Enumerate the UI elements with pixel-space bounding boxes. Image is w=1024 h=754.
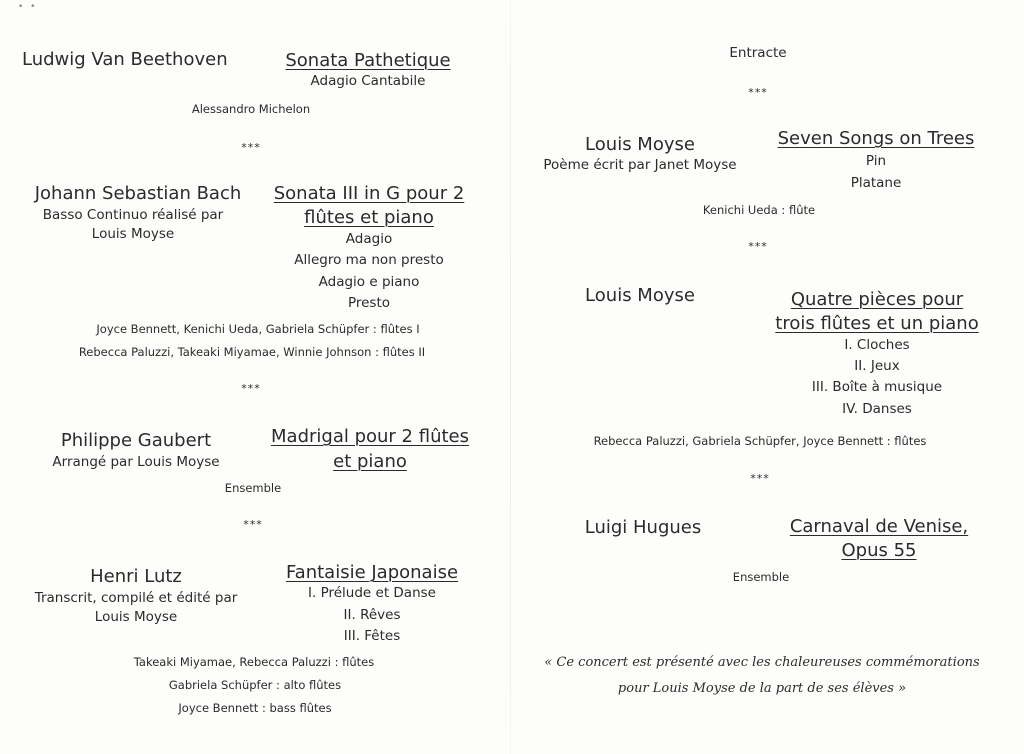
separator: ***: [748, 86, 768, 99]
movement: Presto: [347, 295, 391, 311]
composer-name: Ludwig Van Beethoven: [22, 49, 228, 70]
composer-note: Arrangé par Louis Moyse: [52, 454, 220, 470]
movement: III. Boîte à musique: [811, 379, 943, 395]
performers: Ensemble: [732, 570, 790, 584]
separator: ***: [241, 382, 261, 395]
piece-title: flûtes et piano: [304, 207, 434, 228]
piece-title: et piano: [333, 451, 407, 472]
separator: ***: [750, 472, 770, 485]
separator: ***: [748, 240, 768, 253]
piece-title: Opus 55: [841, 540, 917, 561]
movement: Pin: [865, 153, 887, 169]
movement: IV. Danses: [842, 401, 912, 417]
separator: ***: [241, 141, 261, 154]
piece-title: Quatre pièces pour: [790, 289, 964, 310]
performers: Gabriela Schüpfer : alto flûtes: [168, 678, 342, 692]
piece-title: Seven Songs on Trees: [777, 128, 975, 149]
composer-name: Louis Moyse: [585, 285, 695, 306]
movement: III. Fêtes: [343, 628, 401, 644]
separator: ***: [243, 518, 263, 531]
page-fold: [510, 0, 511, 754]
dedication-line: pour Louis Moyse de la part de ses élèves »: [617, 681, 907, 696]
composer-note: Poème écrit par Janet Moyse: [543, 157, 737, 173]
composer-name: Philippe Gaubert: [60, 430, 212, 451]
movement: Allegro ma non presto: [294, 252, 444, 268]
piece-title: trois flûtes et un piano: [775, 313, 979, 334]
performers: Rebecca Paluzzi, Takeaki Miyamae, Winnie Johnson : flûtes II: [78, 345, 426, 359]
performers: Joyce Bennett, Kenichi Ueda, Gabriela Schüpfer : flûtes I: [96, 322, 420, 336]
composer-note: Basso Continuo réalisé par: [42, 207, 224, 223]
dedication-line: « Ce concert est présenté avec les chaleureuses commémorations: [544, 655, 980, 670]
performers: Takeaki Miyamae, Rebecca Paluzzi : flûtes: [133, 655, 375, 669]
performers: Rebecca Paluzzi, Gabriela Schüpfer, Joyce Bennett : flûtes: [593, 434, 927, 448]
movement: I. Prélude et Danse: [308, 585, 436, 601]
composer-name: Johann Sebastian Bach: [34, 183, 242, 204]
composer-name: Luigi Hugues: [584, 517, 702, 538]
composer-name: Henri Lutz: [90, 566, 182, 587]
movement: Adagio Cantabile: [310, 73, 426, 89]
performers: Joyce Bennett : bass flûtes: [178, 701, 332, 715]
movement: Adagio e piano: [318, 274, 420, 290]
movement: II. Rêves: [343, 607, 401, 623]
dedication-text: [544, 650, 979, 702]
piece-title: Carnaval de Venise,: [789, 516, 969, 537]
performers: Ensemble: [224, 481, 282, 495]
piece-title: Sonata Pathetique: [285, 50, 451, 71]
composer-note: Louis Moyse: [94, 609, 178, 625]
composer-name: Louis Moyse: [585, 134, 695, 155]
performers: Kenichi Ueda : flûte: [702, 203, 816, 217]
movement: Platane: [850, 175, 902, 191]
piece-title: Fantaisie Japonaise: [285, 562, 459, 583]
piece-title: Sonata III in G pour 2: [273, 183, 465, 204]
scan-mark: • •: [18, 2, 38, 12]
piece-title: Madrigal pour 2 flûtes: [271, 426, 469, 447]
performers: Alessandro Michelon: [191, 102, 311, 116]
movement: II. Jeux: [854, 358, 900, 374]
composer-note: Transcrit, compilé et édité par: [34, 590, 238, 606]
intermission-heading: Entracte: [729, 45, 787, 61]
movement: I. Cloches: [844, 337, 910, 353]
composer-note: Louis Moyse: [91, 226, 175, 242]
movement: Adagio: [345, 231, 393, 247]
